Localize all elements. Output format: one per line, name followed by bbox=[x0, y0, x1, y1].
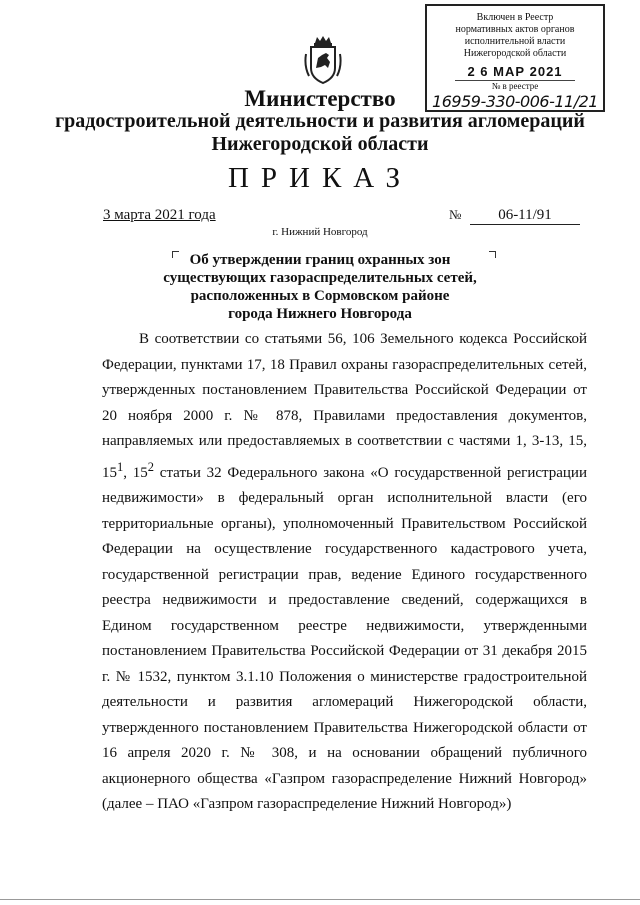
body-text-part-2: , 15 bbox=[123, 464, 148, 481]
order-city: г. Нижний Новгород bbox=[272, 226, 368, 238]
body-text-part-3: статьи 32 Федерального закона «О государственной регистрации недвижимости» в федеральный орган исполнительной власти (его территориальные органы), уполномоченный Правительством Российской Федерации на осуществление государственного кадастрового учета, государственной регистрации прав, ведение Единого государственного реестра недвижимости и предоставление сведений, содержащихся в Едином государственном реестре недвижимости, утвержденными постановлением Правительства Российской Федерации от 31 декабря 2015 г. № 1532, пунктом 3.1.10 Положения о министерстве градостроительной деятельности и развития агломераций Нижегородской области, утвержденного постановлением Правительства Нижегородской области от 16 апреля 2020 г. № 308, и на основании обращений публичного акционерного общества «Газпром газораспределение Нижний Новгород» (далее – ПАО «Газпром газораспределение Нижний Новгород») bbox=[102, 464, 587, 812]
order-number: 06-11/91 bbox=[470, 207, 580, 225]
body-superscript-2: 2 bbox=[147, 459, 155, 474]
stamp-line-4: Нижегородской области bbox=[463, 48, 567, 59]
stamp-registry-label: № в реестре bbox=[455, 80, 575, 92]
ministry-name-line-1: Министерство bbox=[244, 86, 396, 111]
stamp-date: 2 6 МАР 2021 bbox=[467, 64, 563, 79]
subject-line-1: Об утверждении границ охранных зон bbox=[189, 252, 451, 268]
stamp-line-1: Включен в Реестр bbox=[476, 12, 554, 23]
order-number-sign: № bbox=[449, 207, 462, 222]
coat-of-arms-icon bbox=[303, 34, 343, 86]
order-body bbox=[102, 327, 587, 818]
subject-line-2: существующих газораспределительных сетей, bbox=[163, 270, 477, 286]
body-paragraph bbox=[102, 327, 587, 818]
stamp-registry-number: 16959-330-006-11/21 bbox=[432, 92, 598, 111]
body-superscript-1: 1 bbox=[117, 459, 124, 474]
order-date: 3 марта 2021 года bbox=[103, 207, 216, 223]
ministry-name-line-2: градостроительной деятельности и развития агломераций bbox=[55, 110, 585, 132]
stamp-line-2: нормативных актов органов bbox=[455, 24, 575, 35]
stamp-line-3: исполнительной власти bbox=[464, 36, 566, 47]
body-text-part-1: В соответствии со статьями 56, 106 Земельного кодекса Российской Федерации, пунктами 17, 18 Правил охраны газораспределительных сетей, утвержденных постановлением Правительства Российской Федерации от 20 ноября 2000 г. № 878, Правилами предоставления документов, направляемых или предоставляемых в соответствии с частями 1, 3-13, 15, 15 bbox=[102, 331, 587, 481]
order-subject bbox=[0, 251, 640, 323]
ministry-name-line-3: Нижегородской области bbox=[211, 133, 429, 155]
page-bottom-edge bbox=[0, 899, 640, 900]
subject-line-3: расположенных в Сормовском районе bbox=[190, 288, 450, 304]
document-title: ПРИКАЗ bbox=[227, 162, 413, 194]
subject-line-4: города Нижнего Новгорода bbox=[228, 306, 412, 322]
